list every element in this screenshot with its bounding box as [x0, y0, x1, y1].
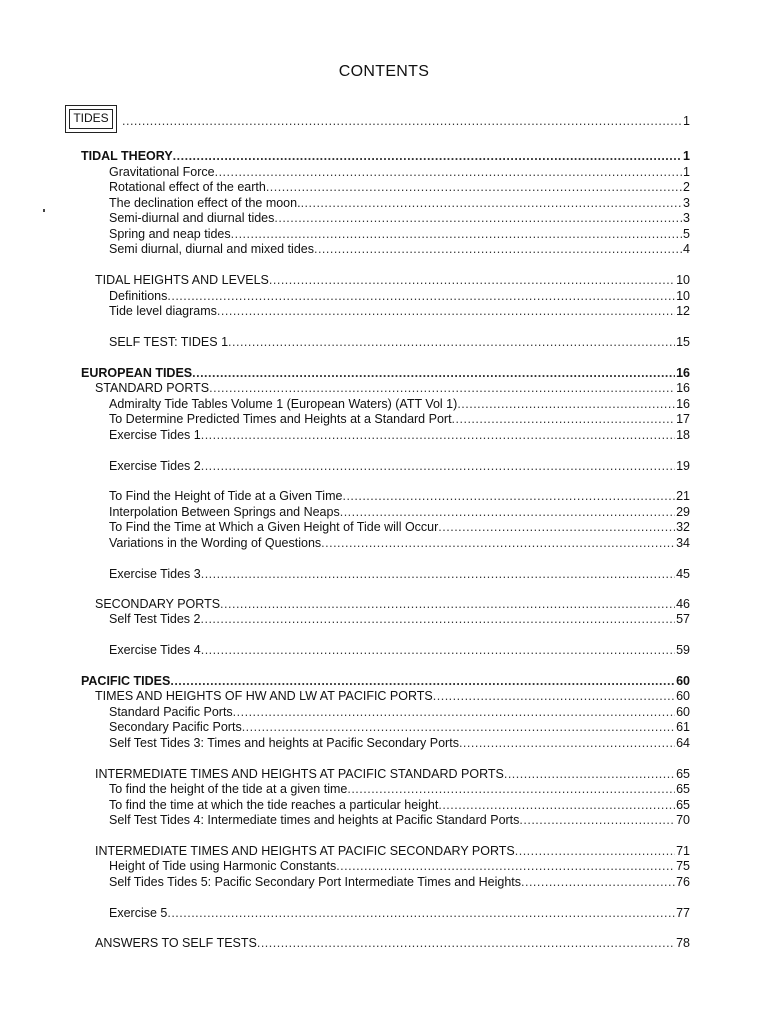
toc-dot-leader	[438, 798, 675, 813]
toc-entry	[109, 211, 690, 226]
toc-entry	[109, 782, 690, 797]
toc-dot-leader	[228, 335, 675, 350]
toc-dot-leader	[167, 289, 675, 304]
toc-entry-page: 57	[676, 612, 690, 626]
toc-dot-leader	[122, 114, 682, 129]
toc-dot-leader	[201, 567, 675, 582]
toc-entry	[109, 505, 690, 520]
toc-entry-label: Exercise Tides 3	[109, 567, 201, 581]
toc-entry-label: Semi-diurnal and diurnal tides	[109, 211, 275, 225]
toc-dot-leader	[209, 381, 675, 396]
toc-entry	[109, 813, 690, 828]
toc-dot-leader	[438, 520, 675, 535]
toc-entry-label: Variations in the Wording of Questions	[109, 536, 322, 550]
toc-entry-label: SECONDARY PORTS	[95, 597, 221, 611]
toc-entry	[81, 149, 690, 164]
toc-entry-page: 71	[676, 844, 690, 858]
toc-entry-label: TIMES AND HEIGHTS OF HW AND LW AT PACIFIC PORTS	[95, 689, 433, 703]
toc-entry	[95, 273, 690, 288]
toc-entry-page: 2	[683, 180, 690, 194]
toc-dot-leader	[321, 536, 675, 551]
toc-entry-page: 29	[676, 505, 690, 519]
toc-dot-leader	[201, 643, 675, 658]
toc-entry	[109, 289, 690, 304]
toc-entry-label: EUROPEAN TIDES	[81, 366, 193, 380]
toc-entry	[95, 767, 690, 782]
toc-entry-label: Tide level diagrams	[109, 304, 217, 318]
toc-entry-label: Exercise Tides 4	[109, 643, 201, 657]
toc-entry-page: 16	[676, 381, 690, 395]
toc-dot-leader	[314, 242, 682, 257]
toc-dot-leader	[201, 428, 675, 443]
toc-entry-page: 32	[676, 520, 690, 534]
toc-dot-leader	[233, 705, 675, 720]
toc-entry-page: 59	[676, 643, 690, 657]
toc-entry-label: STANDARD PORTS	[95, 381, 210, 395]
toc-entry	[109, 567, 690, 582]
toc-entry-page: 16	[676, 366, 690, 380]
toc-entry-page: 12	[676, 304, 690, 318]
toc-dot-leader	[301, 196, 682, 211]
toc-entry	[109, 859, 690, 874]
toc-entry-page: 1	[683, 114, 690, 128]
toc-entry-page: 65	[676, 767, 690, 781]
toc-entry	[109, 304, 690, 319]
toc-entry-page: 45	[676, 567, 690, 581]
toc-entry	[95, 597, 690, 612]
toc-entry	[109, 335, 690, 350]
toc-entry	[109, 428, 690, 443]
toc-entry-label: ANSWERS TO SELF TESTS	[95, 936, 257, 950]
toc-entry-page: 60	[676, 689, 690, 703]
toc-dot-leader	[266, 180, 682, 195]
toc-dot-leader	[519, 813, 675, 828]
toc-entry-page: 1	[683, 165, 690, 179]
toc-dot-leader	[433, 689, 675, 704]
toc-dot-leader	[170, 674, 675, 689]
toc-entry	[109, 397, 690, 412]
toc-entry	[95, 689, 690, 704]
toc-dot-leader	[220, 597, 675, 612]
toc-entry	[81, 366, 690, 381]
toc-entry	[109, 798, 690, 813]
toc-entry-label: INTERMEDIATE TIMES AND HEIGHTS AT PACIFIC STANDARD PORTS	[95, 767, 504, 781]
toc-entry-label: Secondary Pacific Ports	[109, 720, 242, 734]
toc-entry-label: To find the time at which the tide reaches a particular height	[109, 798, 439, 812]
toc-entry-page: 5	[683, 227, 690, 241]
toc-entry-page: 76	[676, 875, 690, 889]
toc-dot-leader	[347, 782, 675, 797]
toc-entry-label: To Find the Height of Tide at a Given Time	[109, 489, 343, 503]
toc-dot-leader	[515, 844, 675, 859]
toc-entry	[122, 114, 690, 129]
toc-dot-leader	[504, 767, 675, 782]
toc-entry-label: Exercise 5	[109, 906, 168, 920]
toc-entry-page: 60	[676, 674, 690, 688]
toc-entry-page: 64	[676, 736, 690, 750]
toc-entry	[109, 165, 690, 180]
toc-entry-page: 60	[676, 705, 690, 719]
toc-entry-page: 10	[676, 273, 690, 287]
toc-entry	[109, 612, 690, 627]
toc-entry-label: TIDAL HEIGHTS AND LEVELS	[95, 273, 269, 287]
toc-entry-page: 3	[683, 196, 690, 210]
scan-speck	[43, 209, 45, 212]
page-title: CONTENTS	[338, 63, 430, 80]
toc-entry-page: 16	[676, 397, 690, 411]
toc-entry-page: 17	[676, 412, 690, 426]
toc-entry-label: To find the height of the tide at a given time	[109, 782, 348, 796]
toc-entry-label: Self Test Tides 2	[109, 612, 201, 626]
toc-dot-leader	[459, 736, 675, 751]
toc-entry	[109, 720, 690, 735]
toc-dot-leader	[274, 211, 682, 226]
toc-entry	[109, 520, 690, 535]
toc-entry	[109, 906, 690, 921]
toc-entry	[109, 643, 690, 658]
toc-dot-leader	[257, 936, 675, 951]
toc-dot-leader	[242, 720, 675, 735]
toc-entry-label: Definitions	[109, 289, 168, 303]
toc-dot-leader	[269, 273, 675, 288]
toc-entry	[81, 674, 690, 689]
toc-entry-page: 65	[676, 782, 690, 796]
toc-dot-leader	[521, 875, 675, 890]
tides-box-label: TIDES	[69, 109, 113, 129]
toc-entry	[109, 489, 690, 504]
toc-entry-page: 10	[676, 289, 690, 303]
toc-entry-label: Exercise Tides 2	[109, 459, 201, 473]
toc-entry-page: 3	[683, 211, 690, 225]
toc-entry	[109, 536, 690, 551]
toc-entry-page: 34	[676, 536, 690, 550]
toc-entry	[109, 459, 690, 474]
toc-entry-label: Rotational effect of the earth	[109, 180, 266, 194]
toc-dot-leader	[215, 165, 682, 180]
toc-dot-leader	[340, 505, 675, 520]
toc-entry-label: PACIFIC TIDES	[81, 674, 171, 688]
toc-entry-label: Standard Pacific Ports	[109, 705, 233, 719]
toc-entry-page: 61	[676, 720, 690, 734]
toc-entry	[95, 844, 690, 859]
toc-entry-label: Admiralty Tide Tables Volume 1 (European Waters) (ATT Vol 1)	[109, 397, 458, 411]
toc-entry-page: 21	[676, 489, 690, 503]
toc-dot-leader	[217, 304, 675, 319]
toc-entry-label: To Find the Time at Which a Given Height of Tide will Occur	[109, 520, 439, 534]
toc-dot-leader	[457, 397, 675, 412]
toc-entry-label: Self Test Tides 4: Intermediate times and heights at Pacific Standard Ports	[109, 813, 520, 827]
toc-entry-page: 4	[683, 242, 690, 256]
toc-entry-label: INTERMEDIATE TIMES AND HEIGHTS AT PACIFIC SECONDARY PORTS	[95, 844, 515, 858]
toc-entry-label: Self Tides Tides 5: Pacific Secondary Port Intermediate Times and Heights	[109, 875, 522, 889]
toc-entry-page: 78	[676, 936, 690, 950]
toc-entry	[95, 381, 690, 396]
toc-entry	[109, 196, 690, 211]
toc-entry	[109, 705, 690, 720]
toc-entry-label: Gravitational Force	[109, 165, 215, 179]
toc-entry-page: 75	[676, 859, 690, 873]
toc-dot-leader	[342, 489, 675, 504]
toc-dot-leader	[231, 227, 682, 242]
toc-dot-leader	[173, 149, 682, 164]
toc-entry-page: 77	[676, 906, 690, 920]
toc-entry-page: 15	[676, 335, 690, 349]
toc-entry-label: TIDAL THEORY	[81, 149, 173, 163]
toc-entry-label: Height of Tide using Harmonic Constants	[109, 859, 337, 873]
toc-entry-label: Exercise Tides 1	[109, 428, 201, 442]
toc-entry-label: To Determine Predicted Times and Heights at a Standard Port	[109, 412, 452, 426]
toc-entry	[109, 227, 690, 242]
toc-entry-label: SELF TEST: TIDES 1	[109, 335, 229, 349]
toc-dot-leader	[201, 459, 675, 474]
toc-entry-label: The declination effect of the moon.	[109, 196, 301, 210]
toc-entry	[109, 736, 690, 751]
toc-entry-page: 18	[676, 428, 690, 442]
toc-entry-page: 70	[676, 813, 690, 827]
toc-entry	[109, 412, 690, 427]
toc-entry-page: 1	[683, 149, 690, 163]
toc-dot-leader	[201, 612, 676, 627]
toc-entry-label: Spring and neap tides	[109, 227, 231, 241]
toc-dot-leader	[167, 906, 675, 921]
toc-entry-label: Semi diurnal, diurnal and mixed tides	[109, 242, 314, 256]
toc-entry-page: 46	[676, 597, 690, 611]
tides-section-box	[65, 105, 117, 133]
toc-entry	[109, 242, 690, 257]
toc-entry-page: 65	[676, 798, 690, 812]
toc-entry-label: Self Test Tides 3: Times and heights at Pacific Secondary Ports	[109, 736, 459, 750]
toc-entry	[109, 875, 690, 890]
toc-entry	[95, 936, 690, 951]
toc-dot-leader	[452, 412, 676, 427]
toc-dot-leader	[336, 859, 675, 874]
toc-dot-leader	[192, 366, 675, 381]
toc-entry-page: 19	[676, 459, 690, 473]
toc-entry-label: Interpolation Between Springs and Neaps	[109, 505, 340, 519]
toc-entry	[109, 180, 690, 195]
